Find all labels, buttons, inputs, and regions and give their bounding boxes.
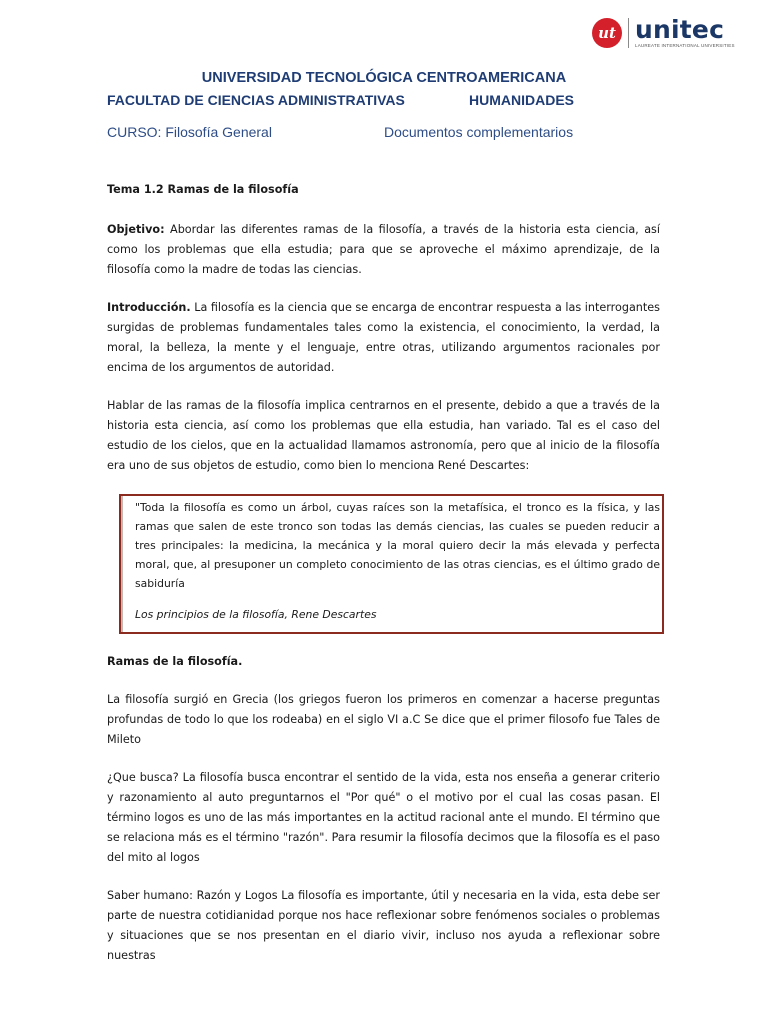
paragraph-greece: La filosofía surgió en Grecia (los griegos fueron los primeros en comenzar a hacerse preguntas profundas de todo lo que los rodeaba) en el siglo VI a.C Se dice que el primer filosofo fue Tales de Mileto bbox=[107, 693, 660, 746]
department-name: HUMANIDADES bbox=[469, 92, 574, 108]
objective-text: Abordar las diferentes ramas de la filosofía, a través de la historia esta ciencia, así como los problemas que ella estudia; para que se aproveche el máximo aprendizaje, de la filosofía como la madre de todas las ciencias. bbox=[107, 223, 660, 276]
university-title: UNIVERSIDAD TECNOLÓGICA CENTROAMERICANA bbox=[201, 70, 567, 86]
paragraph-que-busca: ¿Que busca? La filosofía busca encontrar el sentido de la vida, esta nos enseña a generar criterio y razonamiento al auto preguntarnos el "Por qué" o el motivo por el cual las cosas pasan. El término logos es uno de las más importantes en la actitud racional ante el mundo. El término que se relaciona más es el término "razón". Para resumir la filosofía decimos que la filosofía es el paso del mito al logos bbox=[107, 771, 660, 864]
faculty-name: FACULTAD DE CIENCIAS ADMINISTRATIVAS bbox=[107, 92, 405, 108]
intro-label: Introducción. bbox=[107, 301, 191, 314]
descartes-quote-box bbox=[119, 494, 664, 634]
logo-mark: ut bbox=[592, 18, 622, 48]
topic-title: Tema 1.2 Ramas de la filosofía bbox=[107, 183, 299, 196]
section-heading bbox=[107, 652, 660, 672]
unitec-logo bbox=[592, 15, 735, 48]
course-row bbox=[107, 124, 667, 140]
logo-text bbox=[635, 15, 735, 48]
objective-label: Objetivo: bbox=[107, 223, 165, 236]
faculty-row bbox=[107, 92, 574, 108]
paragraph-saber-humano: Saber humano: Razón y Logos La filosofía es importante, útil y necesaria en la vida, esta debe ser parte de nuestra cotidianidad porque nos hace reflexionar sobre fenómenos sociales o problemas y situaciones que se nos presentan en el diario vivir, incluso nos ayuda a reflexionar sobre nuestras bbox=[107, 889, 660, 962]
topic-heading bbox=[107, 180, 660, 200]
intro-paragraph bbox=[107, 298, 660, 378]
logo-divider bbox=[628, 18, 629, 48]
quote-text: "Toda la filosofía es como un árbol, cuyas raíces son la metafísica, el tronco es la física, y las ramas que salen de este tronco son todas las demás ciencias, las cuales se pueden reducir a tres principales: la medicina, la mecánica y la moral quiero decir la más elevada y perfecta moral, que, al presuponer un completo conocimiento de las otras ciencias, es el último grado de sabiduría bbox=[135, 501, 660, 590]
objective-paragraph bbox=[107, 220, 660, 280]
logo-name: unitec bbox=[635, 15, 725, 44]
course-name: CURSO: Filosofía General bbox=[107, 124, 272, 140]
document-body bbox=[107, 180, 660, 984]
document-header bbox=[107, 70, 667, 140]
docs-label: Documentos complementarios bbox=[384, 124, 574, 140]
quote-source: Los principios de la filosofía, Rene Descartes bbox=[135, 608, 377, 621]
intro-text: La filosofía es la ciencia que se encarga de encontrar respuesta a las interrogantes surgidas de problemas fundamentales tales como la existencia, el conocimiento, la verdad, la moral, la belleza, la mente y el lenguaje, entre otras, utilizando argumentos racionales por encima de los argumentos de autoridad. bbox=[107, 301, 660, 374]
paragraph-branches-history: Hablar de las ramas de la filosofía implica centrarnos en el presente, debido a que a través de la historia esta ciencia, así como los problemas que ella estudia, han variado. Tal es el caso del estudio de los cielos, que en la actualidad llamamos astronomía, pero que al inicio de la filosofía era uno de sus objetos de estudio, como bien lo menciona René Descartes: bbox=[107, 399, 660, 472]
logo-subtitle: LAUREATE INTERNATIONAL UNIVERSITIES bbox=[635, 43, 735, 48]
ramas-heading: Ramas de la filosofía. bbox=[107, 655, 243, 668]
